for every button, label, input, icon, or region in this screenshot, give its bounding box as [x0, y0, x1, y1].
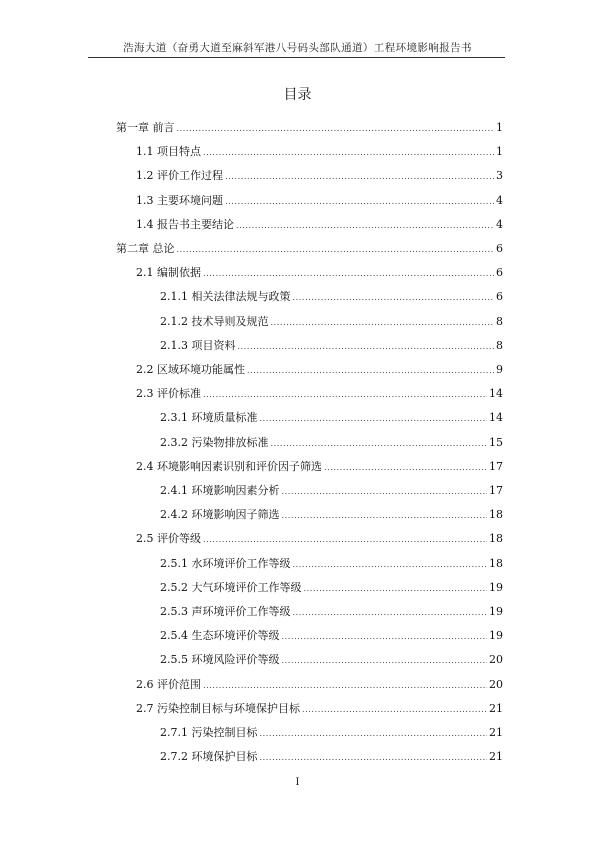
toc-entry-label: 第二章 总论	[116, 242, 175, 255]
toc-entry-label: 1.2 评价工作过程	[136, 169, 223, 183]
toc-leader-dots	[293, 603, 488, 623]
toc-entry-page: 3	[496, 169, 503, 183]
toc-entry-label: 2.5.5 环境风险评价等级	[160, 653, 280, 667]
toc-entry-label: 2.1.2 技术导则及规范	[160, 314, 269, 328]
toc-entry-page: 14	[489, 411, 503, 425]
toc-entry-label: 2.3.2 污染物排放标准	[160, 435, 269, 449]
toc-leader-dots	[293, 288, 495, 308]
toc-entry[interactable]	[136, 384, 503, 404]
toc-entry[interactable]	[160, 554, 503, 574]
toc-entry-page: 15	[489, 435, 503, 449]
running-header: 浩海大道（奋勇大道至麻斜军港八号码头部队通道）工程环境影响报告书	[123, 42, 472, 54]
toc-entry[interactable]	[160, 747, 503, 767]
toc-entry[interactable]	[136, 263, 503, 283]
toc-entry-label: 2.7 污染控制目标与环境保护目标	[136, 701, 300, 715]
toc-entry-page: 19	[489, 605, 503, 618]
header-rule	[88, 57, 505, 58]
toc-entry[interactable]	[136, 699, 503, 719]
toc-entry[interactable]	[160, 650, 503, 670]
toc-entry-label: 2.3.1 环境质量标准	[160, 411, 258, 425]
toc-entry-label: 2.5 评价等级	[136, 532, 201, 546]
toc-leader-dots	[203, 385, 487, 405]
toc-leader-dots	[238, 337, 495, 357]
toc-entry[interactable]	[116, 118, 503, 138]
toc-title: 目录	[283, 87, 312, 103]
toc-entry-label: 2.4.1 环境影响因素分析	[160, 484, 280, 497]
toc-entry-page: 14	[489, 387, 503, 401]
toc-leader-dots	[247, 361, 494, 381]
toc-leader-dots	[236, 216, 494, 236]
toc-entry-label: 1.4 报告书主要结论	[136, 217, 234, 231]
toc-entry-page: 18	[489, 532, 503, 546]
toc-entry-page: 1	[496, 121, 503, 134]
toc-entry-page: 8	[496, 338, 503, 352]
toc-leader-dots	[203, 264, 494, 284]
toc-entry-label: 2.4.2 环境影响因子筛选	[160, 508, 280, 522]
toc-entry-page: 6	[496, 266, 503, 280]
toc-entry[interactable]	[160, 481, 503, 501]
toc-entry[interactable]	[160, 626, 503, 646]
toc-entry-label: 2.5.4 生态环境评价等级	[160, 629, 280, 643]
toc-leader-dots	[260, 724, 488, 744]
toc-entry-page: 18	[489, 508, 503, 522]
toc-entry-page: 6	[496, 290, 503, 304]
toc-entry[interactable]	[136, 457, 503, 477]
toc-leader-dots	[282, 482, 488, 502]
toc-entry[interactable]	[116, 239, 503, 259]
toc-leader-dots	[282, 506, 488, 526]
toc-entry-page: 21	[489, 726, 503, 739]
toc-entry-label: 2.5.1 水环境评价工作等级	[160, 556, 291, 570]
toc-entry[interactable]	[160, 602, 503, 622]
toc-leader-dots	[203, 143, 494, 163]
toc-entry[interactable]	[160, 723, 503, 743]
page-number: I	[295, 777, 300, 788]
toc-entry-page: 20	[489, 677, 503, 691]
toc-entry-page: 8	[496, 314, 503, 328]
toc-leader-dots	[324, 458, 487, 478]
toc-leader-dots	[260, 748, 488, 768]
toc-entry-page: 6	[496, 242, 503, 255]
toc-entry[interactable]	[160, 578, 503, 598]
toc-entry-label: 2.5.3 声环境评价工作等级	[160, 605, 291, 618]
toc-entry-page: 4	[496, 217, 503, 231]
toc-entry[interactable]	[136, 675, 503, 695]
toc-leader-dots	[293, 555, 488, 575]
toc-entry-page: 1	[496, 145, 503, 159]
toc-entry-page: 17	[489, 484, 503, 497]
toc-entry-page: 21	[489, 750, 503, 764]
toc-leader-dots	[203, 530, 487, 550]
toc-leader-dots	[225, 192, 494, 212]
toc-entry[interactable]	[136, 166, 503, 186]
toc-leader-dots	[177, 119, 495, 139]
toc-entry-label: 2.7.2 环境保护目标	[160, 750, 258, 764]
toc-entry-label: 2.1 编制依据	[136, 266, 201, 280]
toc-entry-page: 9	[496, 363, 503, 376]
toc-leader-dots	[271, 434, 488, 454]
toc-entry-label: 2.3 评价标准	[136, 387, 201, 401]
toc-entry[interactable]	[136, 529, 503, 549]
toc-entry-page: 18	[489, 556, 503, 570]
toc-leader-dots	[177, 240, 495, 260]
toc-entry[interactable]	[136, 191, 503, 211]
toc-leader-dots	[260, 409, 488, 429]
toc-leader-dots	[271, 313, 495, 333]
toc-leader-dots	[282, 627, 488, 647]
toc-entry-label: 1.1 项目特点	[136, 145, 201, 159]
toc-entry[interactable]	[160, 336, 503, 356]
toc-entry-label: 第一章 前言	[116, 121, 175, 134]
toc-entry-label: 2.7.1 污染控制目标	[160, 726, 258, 739]
toc-entry-page: 21	[489, 701, 503, 715]
toc-entry[interactable]	[160, 505, 503, 525]
toc-entry[interactable]	[136, 360, 503, 380]
toc-entry-label: 2.1.1 相关法律法规与政策	[160, 290, 291, 304]
toc-entry-label: 2.2 区域环境功能属性	[136, 363, 245, 376]
toc-entry-page: 19	[489, 629, 503, 643]
toc-entry-label: 2.6 评价范围	[136, 677, 201, 691]
toc-entry-page: 19	[489, 580, 503, 594]
toc-entry-label: 2.1.3 项目资料	[160, 338, 236, 352]
toc-entry-label: 2.4 环境影响因素识别和评价因子筛选	[136, 459, 322, 473]
toc-leader-dots	[282, 651, 488, 671]
toc-entry-label: 2.5.2 大气环境评价工作等级	[160, 580, 302, 594]
toc-leader-dots	[302, 700, 487, 720]
toc-entry-page: 20	[489, 653, 503, 667]
toc-entry[interactable]	[160, 287, 503, 307]
toc-leader-dots	[304, 579, 488, 599]
toc-entry-label: 1.3 主要环境问题	[136, 193, 223, 207]
toc-entry[interactable]	[160, 312, 503, 332]
toc-leader-dots	[225, 167, 494, 187]
toc-entry[interactable]	[136, 142, 503, 162]
toc-entry[interactable]	[136, 215, 503, 235]
toc-leader-dots	[203, 676, 487, 696]
toc-entry[interactable]	[160, 433, 503, 453]
toc-entry-page: 4	[496, 193, 503, 207]
toc-entry-page: 17	[489, 459, 503, 473]
toc-entry[interactable]	[160, 408, 503, 428]
